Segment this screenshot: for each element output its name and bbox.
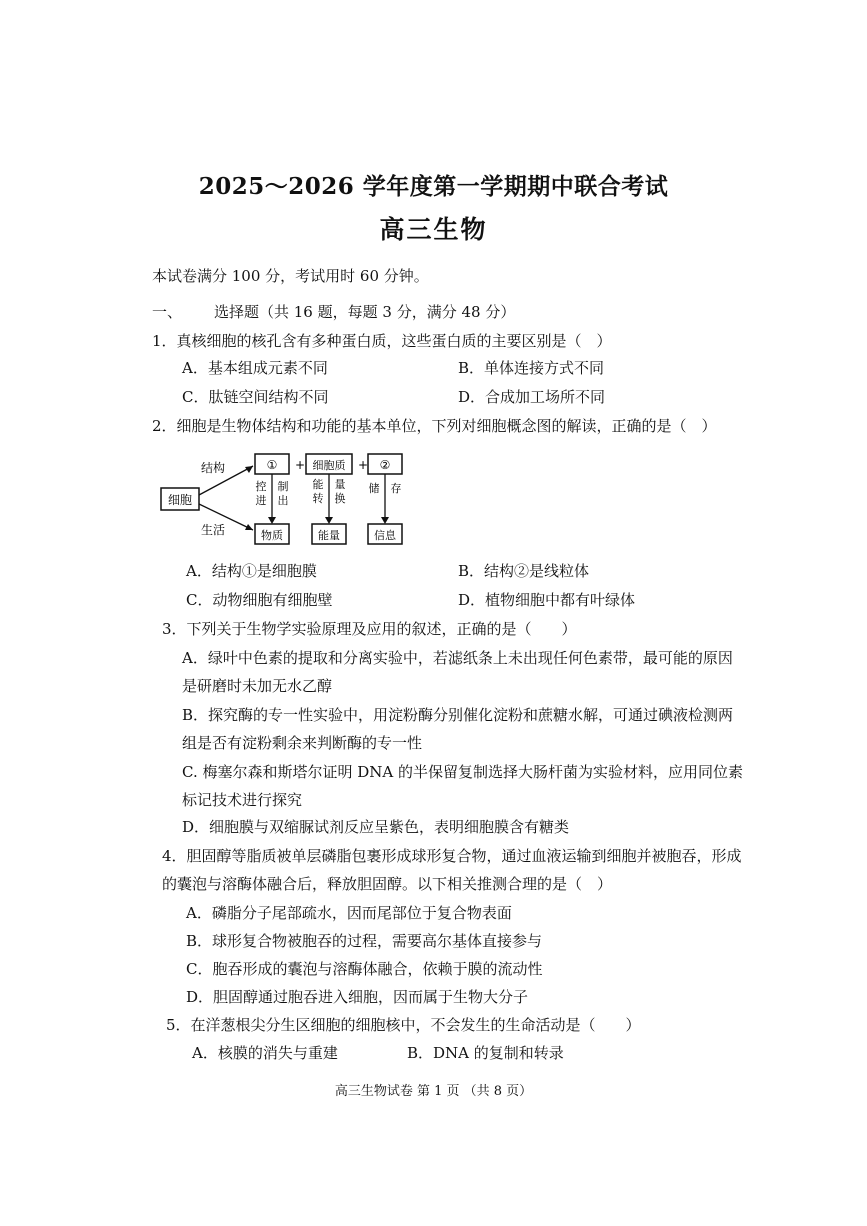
q4-option-b: B．球形复合物被胞吞的过程，需要高尔基体直接参与 [186,932,543,950]
q4-option-a: A．磷脂分子尾部疏水，因而尾部位于复合物表面 [186,904,512,922]
storage-char-1: 储 [368,482,380,495]
control-char-1: 控 [255,480,267,493]
q1-option-a: A．基本组成元素不同 [182,359,328,377]
energy-char-1: 能 [312,478,324,491]
cell-label: 细胞 [167,493,193,507]
q2-option-b: B．结构②是线粒体 [458,562,590,580]
question-4-stem-line1: 4．胆固醇等脂质被单层磷脂包裹形成球形复合物，通过血液运输到细胞并被胞吞，形成 [162,847,742,865]
box-1-label: ① [266,458,278,472]
q3-option-c-line2: 标记技术进行探究 [182,791,303,809]
q3-option-b-line1: B．探究酶的专一性实验中，用淀粉酶分别催化淀粉和蔗糖水解，可通过碘液检测两 [182,706,734,724]
question-4-stem-line2: 的囊泡与溶酶体融合后，释放胆固醇。以下相关推测合理的是（ ） [162,875,613,893]
q3-option-b-line2: 组是否有淀粉剩余来判断酶的专一性 [182,734,423,752]
question-3-stem: 3．下列关于生物学实验原理及应用的叙述，正确的是（ ） [162,620,577,638]
q2-option-a: A．结构①是细胞膜 [186,562,317,580]
energy-char-2: 量 [334,478,346,491]
q5-option-a: A．核膜的消失与重建 [192,1044,338,1062]
cytoplasm-label: 细胞质 [312,459,346,472]
q4-option-c: C．胞吞形成的囊泡与溶酶体融合，依赖于膜的流动性 [186,960,543,978]
q1-option-c: C．肽链空间结构不同 [182,388,329,406]
section-number: 一、 [152,303,183,321]
q3-option-c-line1: C. 梅塞尔森和斯塔尔证明 DNA 的半保留复制选择大肠杆菌为实验材料，应用同位素 [182,763,744,781]
question-2-stem: 2．细胞是生物体结构和功能的基本单位，下列对细胞概念图的解读，正确的是（ ） [152,417,717,435]
arrow-head-storage [381,517,389,524]
section-heading: 选择题（共 16 题，每题 3 分，满分 48 分） [214,303,516,321]
plus-2: + [358,458,369,472]
storage-char-2: 存 [390,482,402,495]
energy-char-3: 转 [312,492,324,505]
cell-concept-diagram [155,448,425,548]
control-char-4: 出 [277,494,289,507]
q2-option-d: D．植物细胞中都有叶绿体 [458,591,636,609]
plus-1: + [295,458,306,472]
info-label: 信息 [374,529,396,542]
energy-char-4: 换 [334,492,346,505]
exam-subject: 高三生物 [379,215,488,244]
q3-option-d: D．细胞膜与双缩脲试剂反应呈紫色，表明细胞膜含有糖类 [182,818,570,836]
control-char-3: 制 [277,480,289,493]
q2-option-c: C．动物细胞有细胞壁 [186,591,333,609]
arrow-head-energy [325,517,333,524]
matter-label: 物质 [261,529,283,542]
arrow-head-control [268,517,276,524]
q3-option-a-line2: 是研磨时未加无水乙醇 [182,677,333,695]
q5-option-b: B．DNA 的复制和转录 [407,1044,564,1062]
q1-option-d: D．合成加工场所不同 [458,388,606,406]
control-char-2: 进 [255,494,267,507]
q3-option-a-line1: A．绿叶中色素的提取和分离实验中，若滤纸条上未出现任何色素带，最可能的原因 [182,649,733,667]
page-footer: 高三生物试卷 第 1 页 （共 8 页） [334,1084,533,1099]
question-1-stem: 1．真核细胞的核孔含有多种蛋白质，这些蛋白质的主要区别是（ ） [152,332,612,350]
q1-option-b: B．单体连接方式不同 [458,359,605,377]
life-label: 生活 [201,523,226,537]
energy-label: 能量 [318,529,340,542]
exam-title: 2025～2026 学年度第一学期期中联合考试 [198,173,669,200]
q4-option-d: D．胆固醇通过胞吞进入细胞，因而属于生物大分子 [186,988,529,1006]
box-2-label: ② [379,458,391,472]
exam-intro: 本试卷满分 100 分，考试用时 60 分钟。 [152,267,429,285]
question-5-stem: 5．在洋葱根尖分生区细胞的细胞核中，不会发生的生命活动是（ ） [166,1016,641,1034]
structure-label: 结构 [201,461,226,475]
